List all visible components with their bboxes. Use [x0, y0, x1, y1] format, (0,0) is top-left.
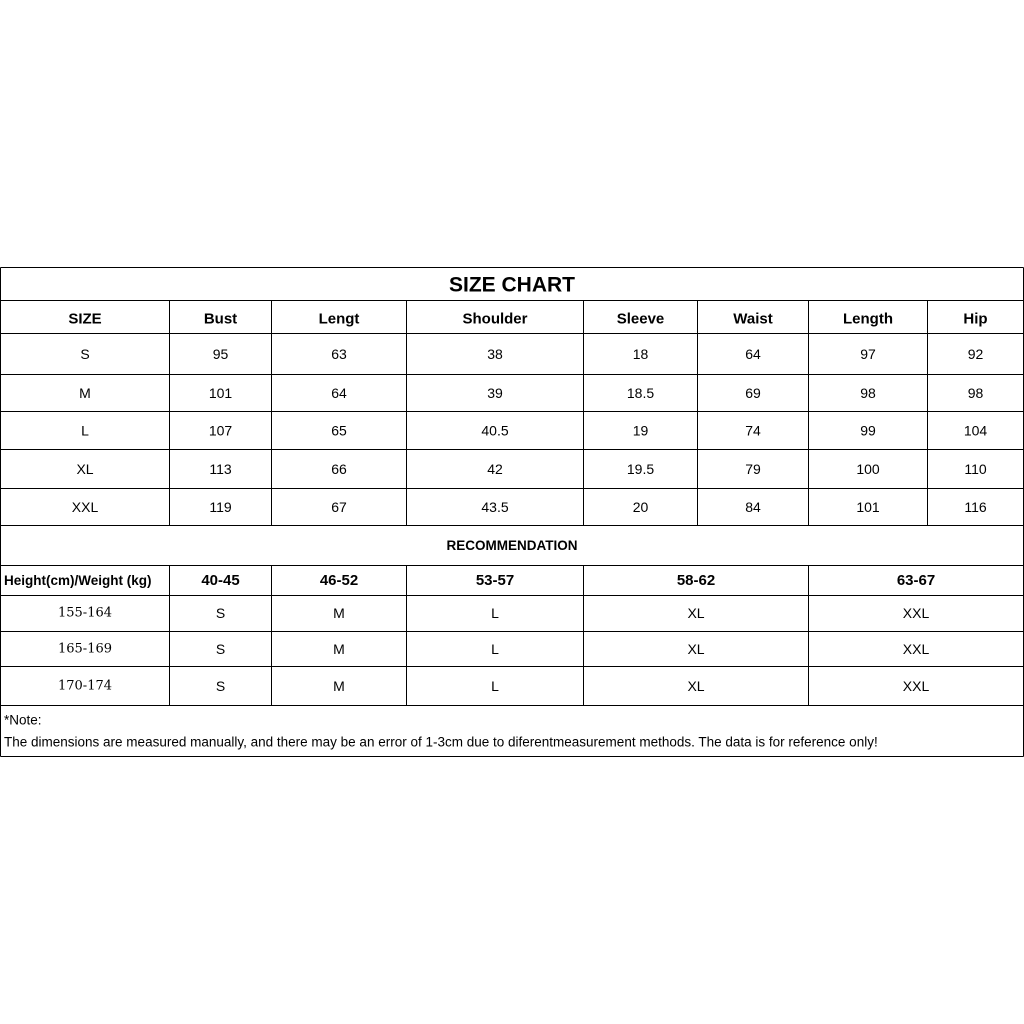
size-header-cell: Waist [733, 310, 773, 328]
recommendation-header-cell: Height(cm)/Weight (kg) [4, 573, 152, 588]
size-table-cell: XL [76, 461, 94, 477]
size-table-cell: 43.5 [481, 499, 509, 515]
size-table-cell: 42 [487, 461, 503, 477]
size-table-cell: 84 [745, 499, 761, 515]
size-table-cell: 107 [208, 422, 233, 439]
size-header-cell: Lengt [318, 310, 360, 328]
size-table-cell: 92 [967, 346, 984, 362]
size-table-cell: 101 [856, 499, 880, 515]
size-chart-svg [0, 267, 1024, 757]
recommendation-cell: 155-164 [57, 605, 113, 621]
recommendation-header-cell: 63-67 [896, 572, 936, 589]
size-table-cell: 19.5 [626, 461, 655, 477]
recommendation-title: RECOMMENDATION [446, 538, 578, 553]
note-text: The dimensions are measured manually, and there may be an error of 1-3cm due to diferentmeasurement methods. The data is for reference only! [4, 734, 878, 750]
recommendation-cell: 170-174 [57, 678, 113, 694]
recommendation-cell: XXL [902, 678, 930, 694]
recommendation-cell: L [491, 605, 499, 621]
size-table-cell: 18.5 [626, 385, 655, 401]
recommendation-cell: M [333, 641, 345, 657]
size-table-cell: 63 [331, 346, 347, 362]
size-table-cell: 97 [860, 346, 876, 362]
size-table-cell: 65 [331, 422, 347, 439]
recommendation-cell: XXL [902, 641, 930, 657]
size-table-cell: 95 [212, 346, 229, 362]
size-table-cell: 113 [209, 461, 232, 477]
recommendation-cell: XL [687, 678, 705, 694]
size-table-cell: 66 [331, 461, 347, 477]
note-label: *Note: [4, 712, 42, 728]
size-header-cell: Bust [203, 310, 238, 328]
size-header-cell: SIZE [68, 310, 102, 328]
size-header-cell: Length [843, 310, 893, 328]
recommendation-cell: S [215, 605, 226, 621]
recommendation-cell: S [215, 641, 226, 657]
size-header-cell: Hip [963, 310, 988, 328]
recommendation-cell: 165-169 [57, 641, 113, 657]
size-table-cell: 39 [487, 385, 503, 401]
recommendation-cell: XXL [902, 605, 930, 621]
size-table-cell: 119 [209, 499, 232, 515]
size-table-cell: 98 [860, 385, 876, 401]
size-table-cell: 101 [208, 385, 233, 401]
size-table-cell: 99 [860, 422, 876, 439]
recommendation-cell: M [333, 605, 345, 621]
size-table-cell: 64 [745, 346, 761, 362]
size-table-cell: 64 [331, 385, 347, 401]
size-table-cell: 67 [331, 499, 347, 515]
recommendation-cell: XL [687, 605, 705, 621]
size-table-cell: 69 [745, 385, 761, 401]
size-table-cell: 40.5 [481, 422, 509, 439]
size-header-cell: Sleeve [616, 310, 665, 328]
recommendation-cell: XL [687, 641, 705, 657]
size-chart [0, 267, 1024, 757]
size-table-cell: S [80, 346, 90, 362]
size-header-cell: Shoulder [462, 310, 528, 328]
size-table-cell: 18 [632, 346, 649, 362]
size-table-cell: L [81, 422, 89, 439]
chart-title: SIZE CHART [449, 273, 575, 297]
size-table-cell: 19 [632, 422, 649, 439]
size-table-cell: 79 [745, 461, 761, 477]
recommendation-cell: L [491, 678, 499, 694]
recommendation-cell: S [215, 678, 226, 694]
recommendation-header-cell: 46-52 [319, 572, 359, 589]
size-table-cell: 100 [856, 461, 880, 477]
recommendation-cell: M [333, 678, 345, 694]
size-table-cell: 110 [964, 461, 987, 477]
size-table-cell: XXL [71, 499, 99, 515]
size-table-cell: 38 [487, 346, 503, 362]
recommendation-header-cell: 40-45 [201, 572, 240, 589]
size-table-cell: 20 [632, 499, 649, 515]
size-table-cell: 98 [967, 385, 984, 401]
recommendation-header-cell: 53-57 [475, 572, 515, 589]
size-table-cell: 74 [745, 422, 761, 439]
size-table-cell: 104 [963, 422, 988, 439]
recommendation-cell: L [491, 641, 499, 657]
size-table-cell: 116 [964, 499, 987, 515]
recommendation-header-cell: 58-62 [676, 572, 716, 589]
size-table-cell: M [79, 385, 91, 401]
